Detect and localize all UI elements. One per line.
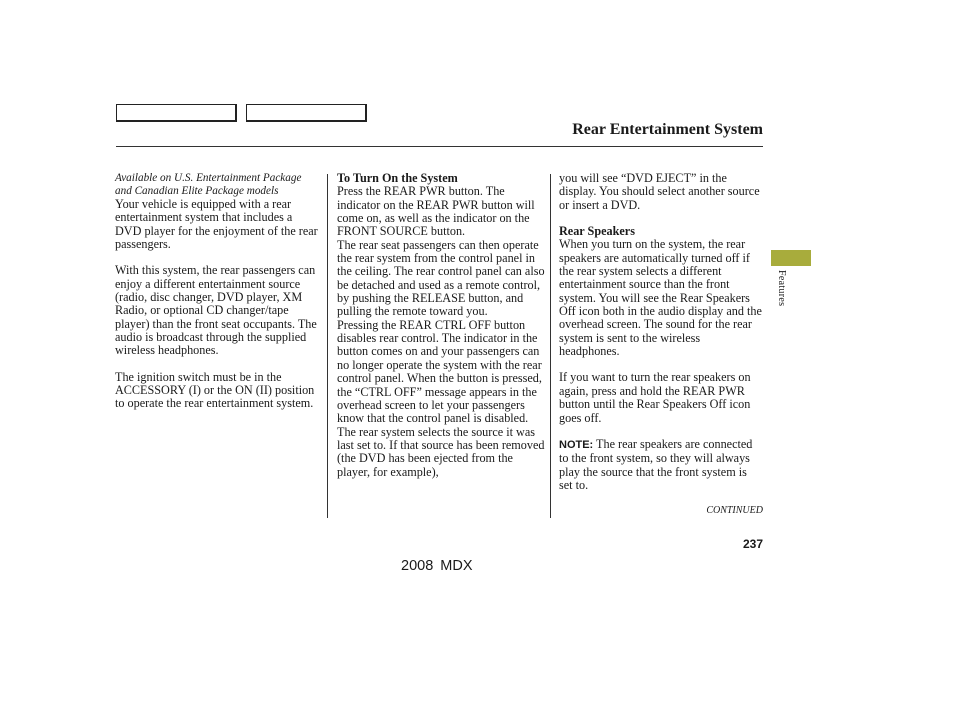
nav-button-2[interactable] bbox=[246, 104, 367, 122]
nav-button-1[interactable] bbox=[116, 104, 237, 122]
note-text: The rear speakers are connected to the front system, so they will always play the source that the front system is set to. bbox=[559, 436, 753, 492]
availability-note: Available on U.S. Entertainment Package and Canadian Elite Package models bbox=[115, 172, 302, 197]
column-3 bbox=[559, 172, 763, 492]
intro-paragraph: Your vehicle is equipped with a rear entertainment system that includes a DVD player for the enjoyment of the rear passengers. bbox=[115, 197, 318, 252]
ignition-paragraph: The ignition switch must be in the ACCESSORY (I) or the ON (II) position to operate the rear entertainment system. bbox=[115, 369, 315, 411]
page-title: Rear Entertainment System bbox=[572, 121, 763, 138]
column-divider bbox=[550, 174, 551, 518]
column-2 bbox=[337, 172, 545, 479]
header-rule bbox=[116, 146, 763, 147]
sources-paragraph: With this system, the rear passengers can enjoy a different entertainment source (radio, disc changer, DVD player, XM Radio, or optional CD changer/tape player) than the front seat occupants. The audio is broadcast through the supplied wireless headphones. bbox=[115, 263, 317, 358]
page-number: 237 bbox=[742, 537, 763, 551]
section-heading-turn-on: To Turn On the System bbox=[337, 171, 458, 185]
note-paragraph bbox=[559, 438, 763, 492]
rear-speakers-paragraph: When you turn on the system, the rear speakers are automatically turned off if the rear system selects a different entertainment source than the front system. You will see the Rear Speakers Off icon both in the audio display and the overhead screen. The sound for the rear system is sent to the wireless headphones. bbox=[559, 237, 762, 359]
column-divider bbox=[327, 174, 328, 518]
model-footer: 2008 MDX bbox=[401, 558, 473, 574]
section-tab bbox=[771, 250, 811, 266]
note-label: NOTE: bbox=[559, 438, 594, 451]
section-label: Features bbox=[776, 270, 787, 307]
section-heading-rear-speakers: Rear Speakers bbox=[559, 224, 635, 239]
column-1 bbox=[115, 172, 320, 411]
source-paragraph: The rear system selects the source it was last set to. If that source has been removed (the DVD has been ejected from the player, for example), bbox=[337, 424, 545, 479]
turn-speakers-on-paragraph: If you want to turn the rear speakers on again, press and hold the REAR PWR button until the Rear Speakers Off icon goes off. bbox=[559, 370, 751, 425]
continued-label: CONTINUED bbox=[706, 505, 763, 516]
ctrl-off-paragraph: Pressing the REAR CTRL OFF button disables rear control. The indicator in the button comes on and your passengers can no longer operate the system with the rear control panel. When the button is pressed, the “CTRL OFF” message appears in the overhead screen to let your passengers know that the control panel is disabled. bbox=[337, 317, 542, 426]
control-panel-paragraph: The rear seat passengers can then operate the rear system from the control panel in the ceiling. The rear control panel can also be detached and used as a remote control, by pushing the RELEASE button, and pulling the remote toward you. bbox=[337, 237, 545, 319]
dvd-eject-paragraph: you will see “DVD EJECT” in the display. You should select another source or insert a DVD. bbox=[559, 171, 760, 212]
turn-on-paragraph: Press the REAR PWR button. The indicator on the REAR PWR button will come on, as well as the indicator on the FRONT SOURCE button. bbox=[337, 184, 535, 239]
